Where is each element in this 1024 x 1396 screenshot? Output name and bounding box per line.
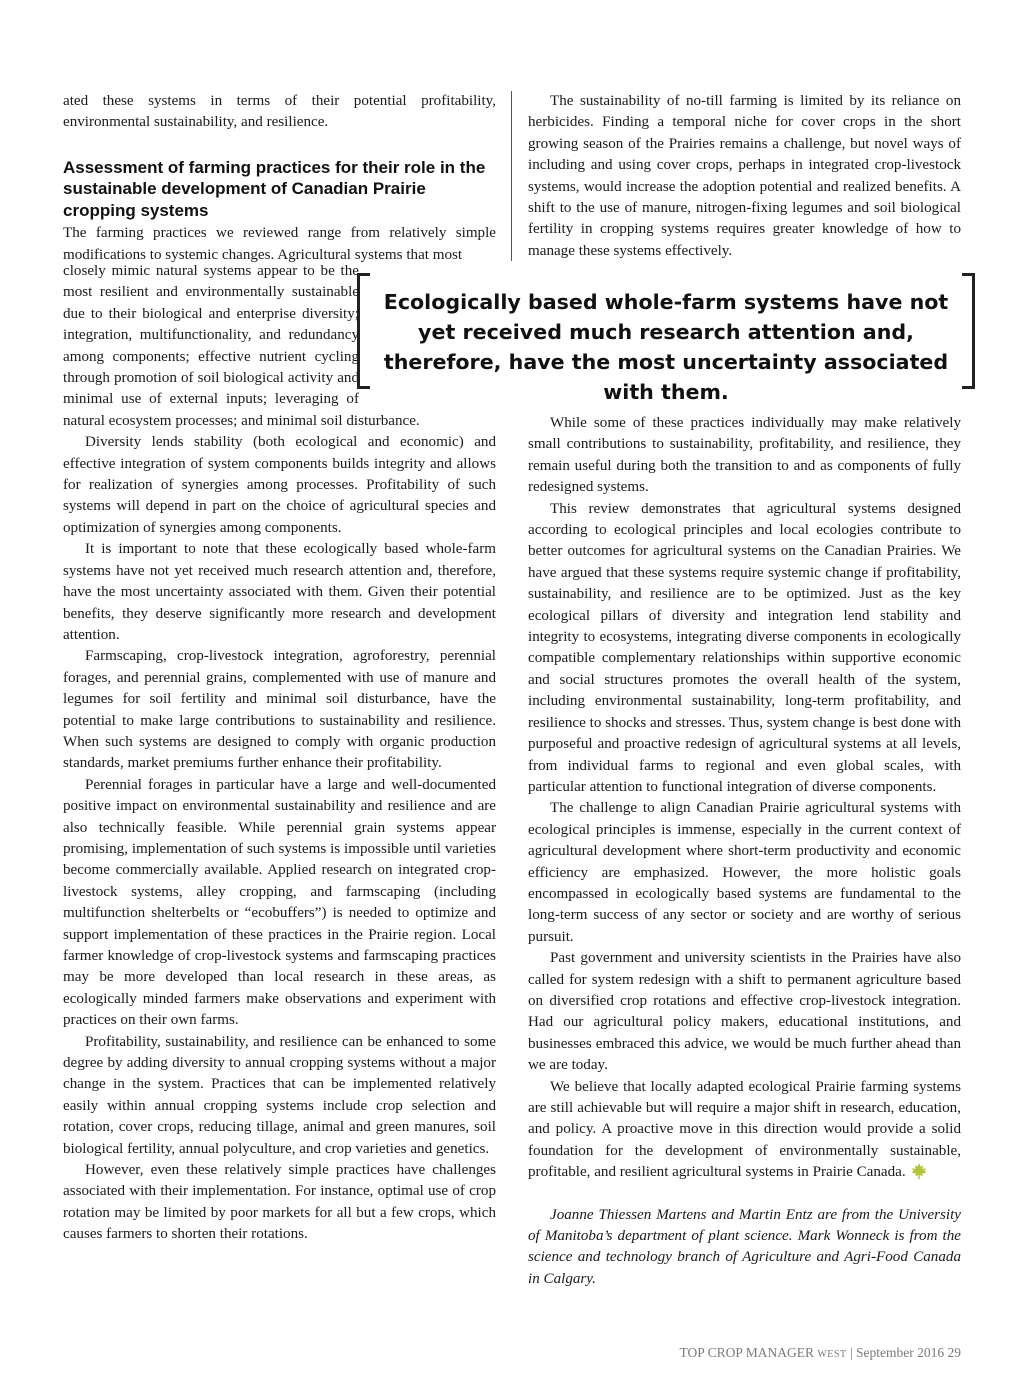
author-byline: Joanne Thiessen Martens and Martin Entz are from the University of Manitoba’s department of plant science. Mark Wonneck is from the science and technology branch of Agriculture and Agri-Food Canada in Calgary. bbox=[528, 1206, 961, 1287]
body-paragraph: Perennial forages in particular have a large and well-documented positive impact on environmental sustainability and resilience and are also technically feasible. While perennial grain systems appear promising, implementation of such systems is impossible until varieties become commercially available. Applied research on integrated crop-livestock systems, alley cropping, and farmscaping (including multifunction shelterbelts or “ecobuffers”) is needed to optimize and support implementation of these practices in the Prairie region. Local farmer knowledge of crop-livestock systems and farmscaping practices may be more developed than local research in these areas, as ecologically minded farmers make observations and experiment with practices on their own farms. bbox=[63, 776, 496, 1029]
body-paragraph: Past government and university scientists in the Prairies have also called for system redesign with a shift to permanent agriculture based on diversified crop rotations and effective crop-livestock integration. Had our agricultural policy makers, educational institutions, and businesses embraced this advice, we would be much further ahead than we are today. bbox=[528, 950, 961, 1074]
body-paragraph: The farming practices we reviewed range from relatively simple modifications to systemic changes. Agricultural systems that most bbox=[63, 225, 496, 263]
magazine-name: TOP CROP MANAGER bbox=[679, 1345, 814, 1360]
left-column-bottom bbox=[63, 261, 496, 1246]
body-paragraph: While some of these practices individually may make relatively small contributions to sustainability, profitability, and resilience, they remain useful during both the transition to and as components of fully redesigned systems. bbox=[528, 415, 961, 496]
column-divider-top bbox=[511, 91, 512, 261]
body-paragraph: However, even these relatively simple practices have challenges associated with their implementation. For instance, optimal use of crop rotation may be limited by poor markets for all but a few crops, which causes farmers to shorten their rotations. bbox=[63, 1162, 496, 1243]
body-paragraph: Profitability, sustainability, and resilience can be enhanced to some degree by adding diversity to annual cropping systems without a major change in the system. Practices that can be implemented relatively easily within annual cropping systems include crop selection and rotation, cover crops, reducing tillage, animal and green manures, soil biological fertility, annual polyculture, and crop varieties and genetics. bbox=[63, 1033, 496, 1157]
body-paragraph: This review demonstrates that agricultural systems designed according to ecological principles and local ecologies contribute to better outcomes for agricultural systems on the Canadian Prairies. We have argued that these systems require systemic change if profitability, sustainability, and resilience are to be optimized. Just as the key ecological pillars of diversity and integration lend stability and integrity to ecosystems, integrating diverse components in ecologically compatible complementary relationships within supportive economic and social structures promotes the overall health of the system, including environmental sustainability, long-term profitability, and resilience to shocks and stresses. Thus, system change is best done with purposeful and proactive redesign of agricultural systems at all levels, from individual farms to regional and even global scales, with particular attention to functional integration of diverse components. bbox=[528, 500, 961, 795]
page-number: 29 bbox=[947, 1345, 961, 1360]
pull-quote-right-bracket bbox=[962, 273, 975, 389]
closing-paragraph-text: We believe that locally adapted ecological Prairie farming systems are still achievable but will require a major shift in research, education, and policy. A proactive move in this direction would provide a solid foundation for the development of environmentally sustainable, profitable, and resilient agricultural systems in Prairie Canada. bbox=[528, 1078, 961, 1181]
right-column-top bbox=[528, 91, 961, 262]
left-column-top bbox=[63, 91, 496, 266]
body-paragraph: Diversity lends stability (both ecological and economic) and effective integration of system components builds integrity and allows for realization of synergies among processes. Profitability of such systems will depend in part on the choice of agricultural species and optimization of synergies among components. bbox=[63, 434, 496, 536]
body-paragraph: closely mimic natural systems appear to be the most resilient and environmentally sustainable due to their biological and enterprise diversity; integration, multifunctionality, and redundancy among components; effective nutrient cycling through promotion of soil biological activity and minimal use of external inputs; leveraging of natural ecosystem processes; and minimal soil disturbance. bbox=[63, 263, 420, 429]
body-paragraph: Farmscaping, crop-livestock integration, agroforestry, perennial forages, and perennial grains, complemented with use of manure and legumes for soil fertility and minimal soil disturbance, have the potential to make large contributions to sustainability and resilience. When such systems are designed to comply with organic production standards, market premiums further enhance their profitability. bbox=[63, 648, 496, 772]
continued-paragraph: ated these systems in terms of their potential profitability, environmental sustainability, and resilience. bbox=[63, 93, 496, 131]
pull-quote-text: Ecologically based whole-farm systems have not yet received much research attention and, therefore, have the most uncertainty associated with them. bbox=[383, 290, 949, 404]
closing-paragraph bbox=[528, 1077, 961, 1184]
body-paragraph: The challenge to align Canadian Prairie agricultural systems with ecological principles is immense, especially in the current context of agricultural development where short-term productivity and economic efficiency are emphasized. However, the more holistic goals encompassed in ecologically based systems are fundamental to the long-term success of any sector or society and are worthy of serious pursuit. bbox=[528, 800, 961, 945]
magazine-edition: WEST bbox=[817, 1349, 847, 1360]
section-heading: Assessment of farming practices for their role in the sustainable development of Canadian Prairie cropping systems bbox=[63, 157, 486, 220]
body-paragraph: The sustainability of no-till farming is limited by its reliance on herbicides. Finding a temporal niche for cover crops in the short growing season of the Prairies remains a challenge, but novel ways of including and using cover crops, perhaps in integrated crop-livestock systems, would increase the adoption potential and realized benefits. A shift to the use of manure, nitrogen-fixing legumes and soil biological fertility in cropping systems requires greater knowledge of how to manage these systems effectively. bbox=[528, 93, 961, 259]
right-column-bottom bbox=[528, 413, 961, 1290]
maple-leaf-icon bbox=[910, 1162, 928, 1180]
body-paragraph: It is important to note that these ecologically based whole-farm systems have not yet received much research attention and, therefore, have the most uncertainty associated with them. Given their potential benefits, they deserve significantly more research and development attention. bbox=[63, 541, 496, 643]
page-footer bbox=[600, 1345, 961, 1361]
issue-date: | September 2016 bbox=[849, 1345, 945, 1360]
